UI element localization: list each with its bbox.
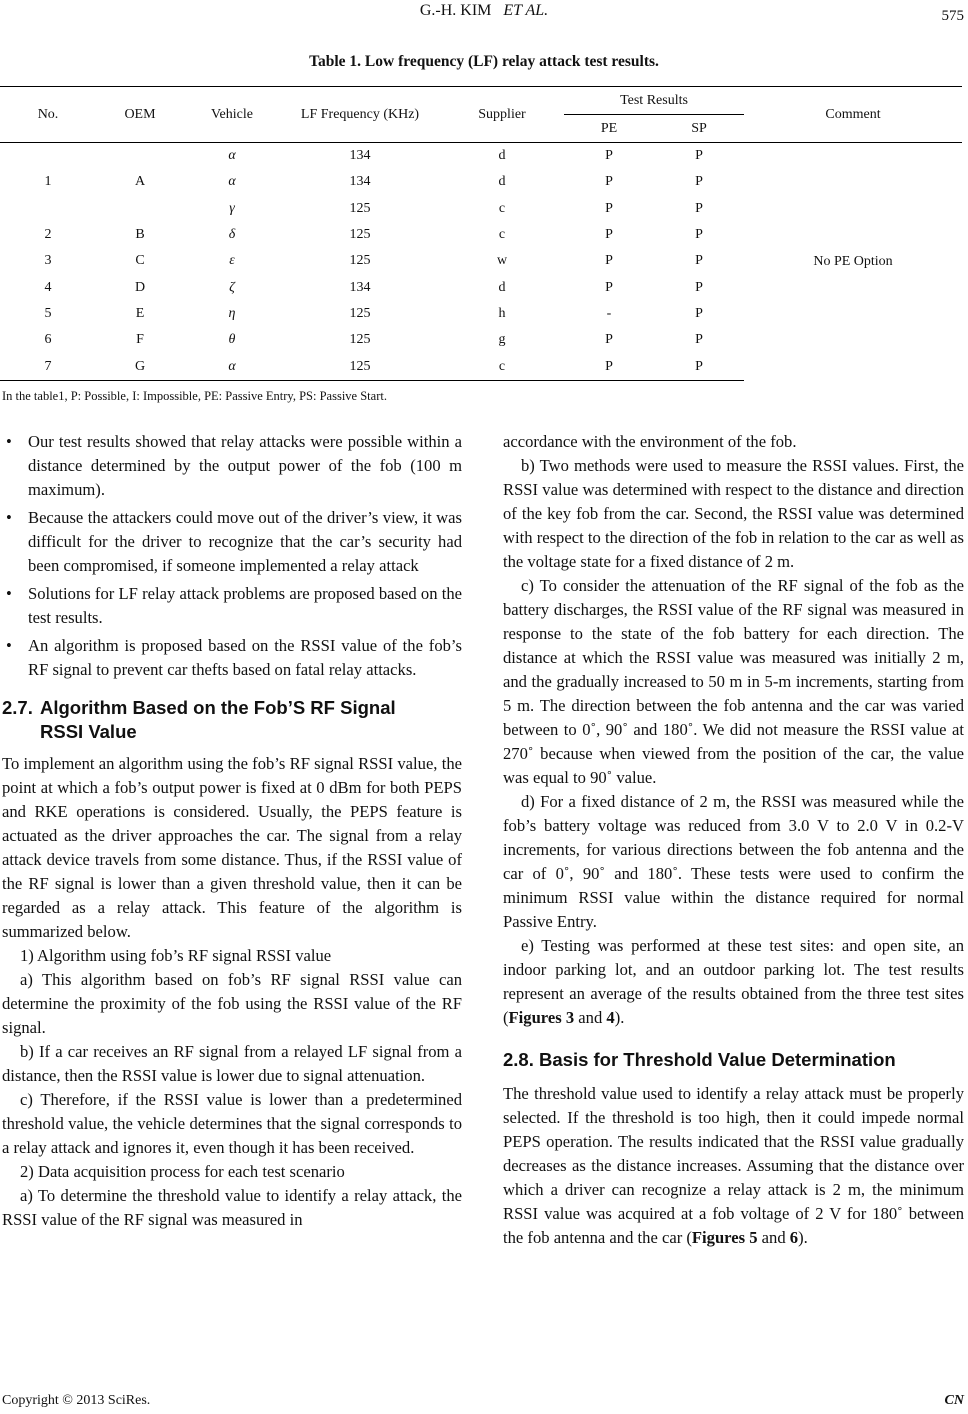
cell-frequency: 125 <box>349 332 371 348</box>
list-item <box>2 634 462 682</box>
cell-oem: E <box>135 305 145 321</box>
left-column <box>2 430 462 1232</box>
cell-no: 2 <box>44 227 52 243</box>
bullet-icon: • <box>6 584 12 603</box>
paragraph-text: and <box>574 1008 607 1027</box>
paragraph <box>503 934 964 1030</box>
cell-pe: P <box>605 200 613 216</box>
cell-no: 4 <box>44 279 52 295</box>
col-header-vehicle: Vehicle <box>184 87 280 143</box>
running-head <box>0 2 968 20</box>
cell-sp: P <box>695 279 703 295</box>
cell-frequency: 125 <box>349 253 371 269</box>
cell-pe: P <box>605 332 613 348</box>
table-title: Table 1. Low frequency (LF) relay attack test results. <box>309 53 659 70</box>
cell-vehicle: α <box>184 143 280 170</box>
section-number: 2.8. <box>503 1049 534 1070</box>
cell-frequency: 125 <box>280 353 440 380</box>
section-heading-2-7 <box>2 696 462 744</box>
section-title-line1: Algorithm Based on the Fob’S RF Signal <box>40 697 396 718</box>
paragraph: d) For a fixed distance of 2 m, the RSSI was measured while the fob’s battery voltage was reduced from 3.0 V to 2.0 V in 0.2-V increments, for various directions between the fob antenna and the car of 0˚, 90˚ and 180˚. These tests were used to confirm the minimum RSSI value within the distance required for normal Passive Entry. <box>503 792 964 931</box>
cell-vehicle: ε <box>229 253 235 269</box>
cell-vehicle: θ <box>228 332 236 348</box>
paragraph: 2) Data acquisition process for each test scenario <box>20 1162 345 1181</box>
col-header-test-results: Test Results <box>564 87 744 115</box>
cell-pe: P <box>605 227 613 243</box>
right-column <box>503 430 964 1250</box>
cell-sp: P <box>695 174 703 190</box>
paragraph: b) Two methods were used to measure the RSSI values. First, the RSSI value was determined with respect to the distance and direction of the key fob from the car. Second, the RSSI value was determined with respect to the direction of the fob in relation to the car as well as the voltage state for a fixed distance of 2 m. <box>503 456 964 571</box>
paragraph: accordance with the environment of the fob. <box>503 432 797 451</box>
cell-frequency: 125 <box>349 200 371 216</box>
list-item-text: An algorithm is proposed based on the RSSI value of the fob’s RF signal to prevent car thefts based on fatal relay attacks. <box>28 636 462 679</box>
cell-frequency: 134 <box>349 174 371 190</box>
paragraph-text: The threshold value used to identify a relay attack must be properly selected. If the threshold is too high, then it could impede normal PEPS operation. The results indicated that the RSSI value gradually decreases as the distance increases. Assuming that the distance over which a driver can recognize a relay attack is 2 m, the minimum RSSI value was acquired at a fob voltage of 2 V for 180˚ between the fob antenna and the car ( <box>503 1084 964 1247</box>
paragraph <box>503 1082 964 1250</box>
cell-supplier: c <box>498 227 506 243</box>
cell-no: 1 <box>0 143 96 222</box>
paragraph-text: ). <box>798 1228 808 1247</box>
cell-supplier: c <box>440 353 564 380</box>
cell-no: 7 <box>0 353 96 380</box>
cell-sp: P <box>654 143 744 170</box>
table-note: In the table1, P: Possible, I: Impossible, PE: Passive Entry, PS: Passive Start. <box>2 389 387 403</box>
list-item-text: Solutions for LF relay attack problems are proposed based on the test results. <box>28 584 462 627</box>
bullet-icon: • <box>6 508 12 527</box>
paragraph: a) This algorithm based on fob’s RF signal RSSI value can determine the proximity of the fob using the RSSI value of the RF signal. <box>2 970 462 1037</box>
cell-vehicle: δ <box>228 227 236 243</box>
cell-oem: C <box>135 253 145 269</box>
col-header-supplier: Supplier <box>440 87 564 143</box>
paragraph: a) To determine the threshold value to identify a relay attack, the RSSI value of the RF signal was measured in <box>2 1186 462 1229</box>
cell-frequency: 134 <box>280 143 440 170</box>
cell-supplier: h <box>498 305 506 321</box>
results-table <box>0 86 962 381</box>
cell-pe: P <box>564 353 654 380</box>
paragraph: 1) Algorithm using fob’s RF signal RSSI value <box>20 946 332 965</box>
cell-no: 6 <box>44 332 52 348</box>
cell-pe: P <box>605 279 613 295</box>
cell-frequency: 125 <box>349 227 371 243</box>
paragraph: c) Therefore, if the RSSI value is lower than a predetermined threshold value, the vehicle determines that the signal corresponds to a relay attack and ignores it, even though it has been received. <box>2 1090 462 1157</box>
paragraph: b) If a car receives an RF signal from a relayed LF signal from a distance, then the RSSI value is lower due to signal attenuation. <box>2 1042 462 1085</box>
col-header-oem: OEM <box>96 87 184 143</box>
cell-supplier: w <box>496 253 508 269</box>
cell-sp: P <box>654 353 744 380</box>
cell-supplier: g <box>498 332 506 348</box>
cell-comment: No PE Option <box>744 143 962 381</box>
cell-supplier: d <box>498 279 506 295</box>
col-header-no: No. <box>0 87 96 143</box>
table-row <box>0 143 962 170</box>
cell-supplier: d <box>440 143 564 170</box>
journal-abbrev: CN <box>944 1393 964 1408</box>
paragraph: To implement an algorithm using the fob’s RF signal RSSI value, the point at which a fob’s output power is fixed at 0 dBm for both PEPS and RKE operations is considered. Usually, the PEPS feature is actuated as the driver approaches the car. The signal from a relay attack device travels from some distance. Thus, if the RSSI value of the RF signal is lower than a given threshold value, then it can be regarded as a relay attack. This feature of the algorithm is summarized below. <box>2 754 462 941</box>
paragraph-text: ). <box>614 1008 625 1027</box>
cell-no: 3 <box>44 253 52 269</box>
cell-oem: G <box>96 353 184 380</box>
list-item <box>2 430 462 502</box>
cell-frequency: 125 <box>349 305 371 321</box>
figure-reference[interactable]: 6 <box>789 1228 799 1247</box>
cell-oem: D <box>134 279 146 295</box>
running-header <box>0 2 968 26</box>
cell-sp: P <box>695 305 703 321</box>
cell-sp: P <box>695 200 703 216</box>
running-head-author: G.-H. KIM <box>419 2 492 19</box>
cell-no: 5 <box>44 305 52 321</box>
cell-vehicle: γ <box>229 200 235 216</box>
cell-frequency: 134 <box>349 279 371 295</box>
cell-vehicle: ζ <box>229 279 235 295</box>
cell-supplier: d <box>498 174 506 190</box>
figure-reference[interactable]: Figures 3 <box>508 1008 575 1027</box>
list-item-text: Because the attackers could move out of the driver’s view, it was difficult for the driver to recognize that the car’s security had been compromised, if someone implemented a relay attack <box>28 508 462 575</box>
section-heading-2-8 <box>503 1048 964 1072</box>
figure-reference[interactable]: Figures 5 <box>691 1228 758 1247</box>
running-head-etal: ET AL. <box>503 2 549 19</box>
cell-vehicle: η <box>228 305 236 321</box>
col-header-sp: SP <box>691 120 707 136</box>
cell-pe: - <box>606 305 612 321</box>
copyright: Copyright © 2013 SciRes. <box>2 1393 151 1408</box>
cell-sp: P <box>695 332 703 348</box>
cell-oem: A <box>96 143 184 222</box>
col-header-comment: Comment <box>744 87 962 143</box>
list-item <box>2 582 462 630</box>
col-header-lf-frequency: LF Frequency (KHz) <box>280 87 440 143</box>
cell-vehicle: α <box>184 353 280 380</box>
paragraph-text: e) Testing was performed at these test sites: and open site, an indoor parking lot, and an outdoor parking lot. The test results represent an average of the results obtained from the three test sites ( <box>503 936 964 1027</box>
cell-sp: P <box>695 227 703 243</box>
bullet-icon: • <box>6 636 12 655</box>
list-item <box>2 506 462 578</box>
bullet-icon: • <box>6 432 12 451</box>
col-header-pe: PE <box>600 120 618 136</box>
paragraph-text: and <box>757 1228 790 1247</box>
cell-pe: P <box>564 143 654 170</box>
cell-oem: F <box>136 332 144 348</box>
findings-list <box>2 430 462 682</box>
page-number: 575 <box>941 8 964 24</box>
cell-vehicle: α <box>228 174 236 190</box>
cell-supplier: c <box>498 200 506 216</box>
figure-reference[interactable]: 4 <box>606 1008 615 1027</box>
section-number: 2.7. <box>2 697 33 718</box>
section-title: Basis for Threshold Value Determination <box>539 1049 896 1070</box>
cell-oem: B <box>135 227 145 243</box>
cell-pe: P <box>605 174 613 190</box>
cell-pe: P <box>605 253 613 269</box>
cell-sp: P <box>695 253 703 269</box>
list-item-text: Our test results showed that relay attacks were possible within a distance determined by the output power of the fob (100 m maximum). <box>28 432 462 499</box>
section-title-line2: RSSI Value <box>40 721 137 742</box>
paragraph: c) To consider the attenuation of the RF signal of the fob as the battery discharges, the RSSI value of the RF signal was measured in response to the state of the fob battery for each direction. The distance at which the RSSI value was measured was initially 2 m, and the gradually increased to 50 m in 5-m increments, starting from 5 m. The direction between the fob antenna and the car was varied between to 0˚, 90˚ and 180˚. We did not measure the RSSI value at 270˚ because when viewed from the position of the car, the value was equal to 90˚ value. <box>503 576 964 787</box>
